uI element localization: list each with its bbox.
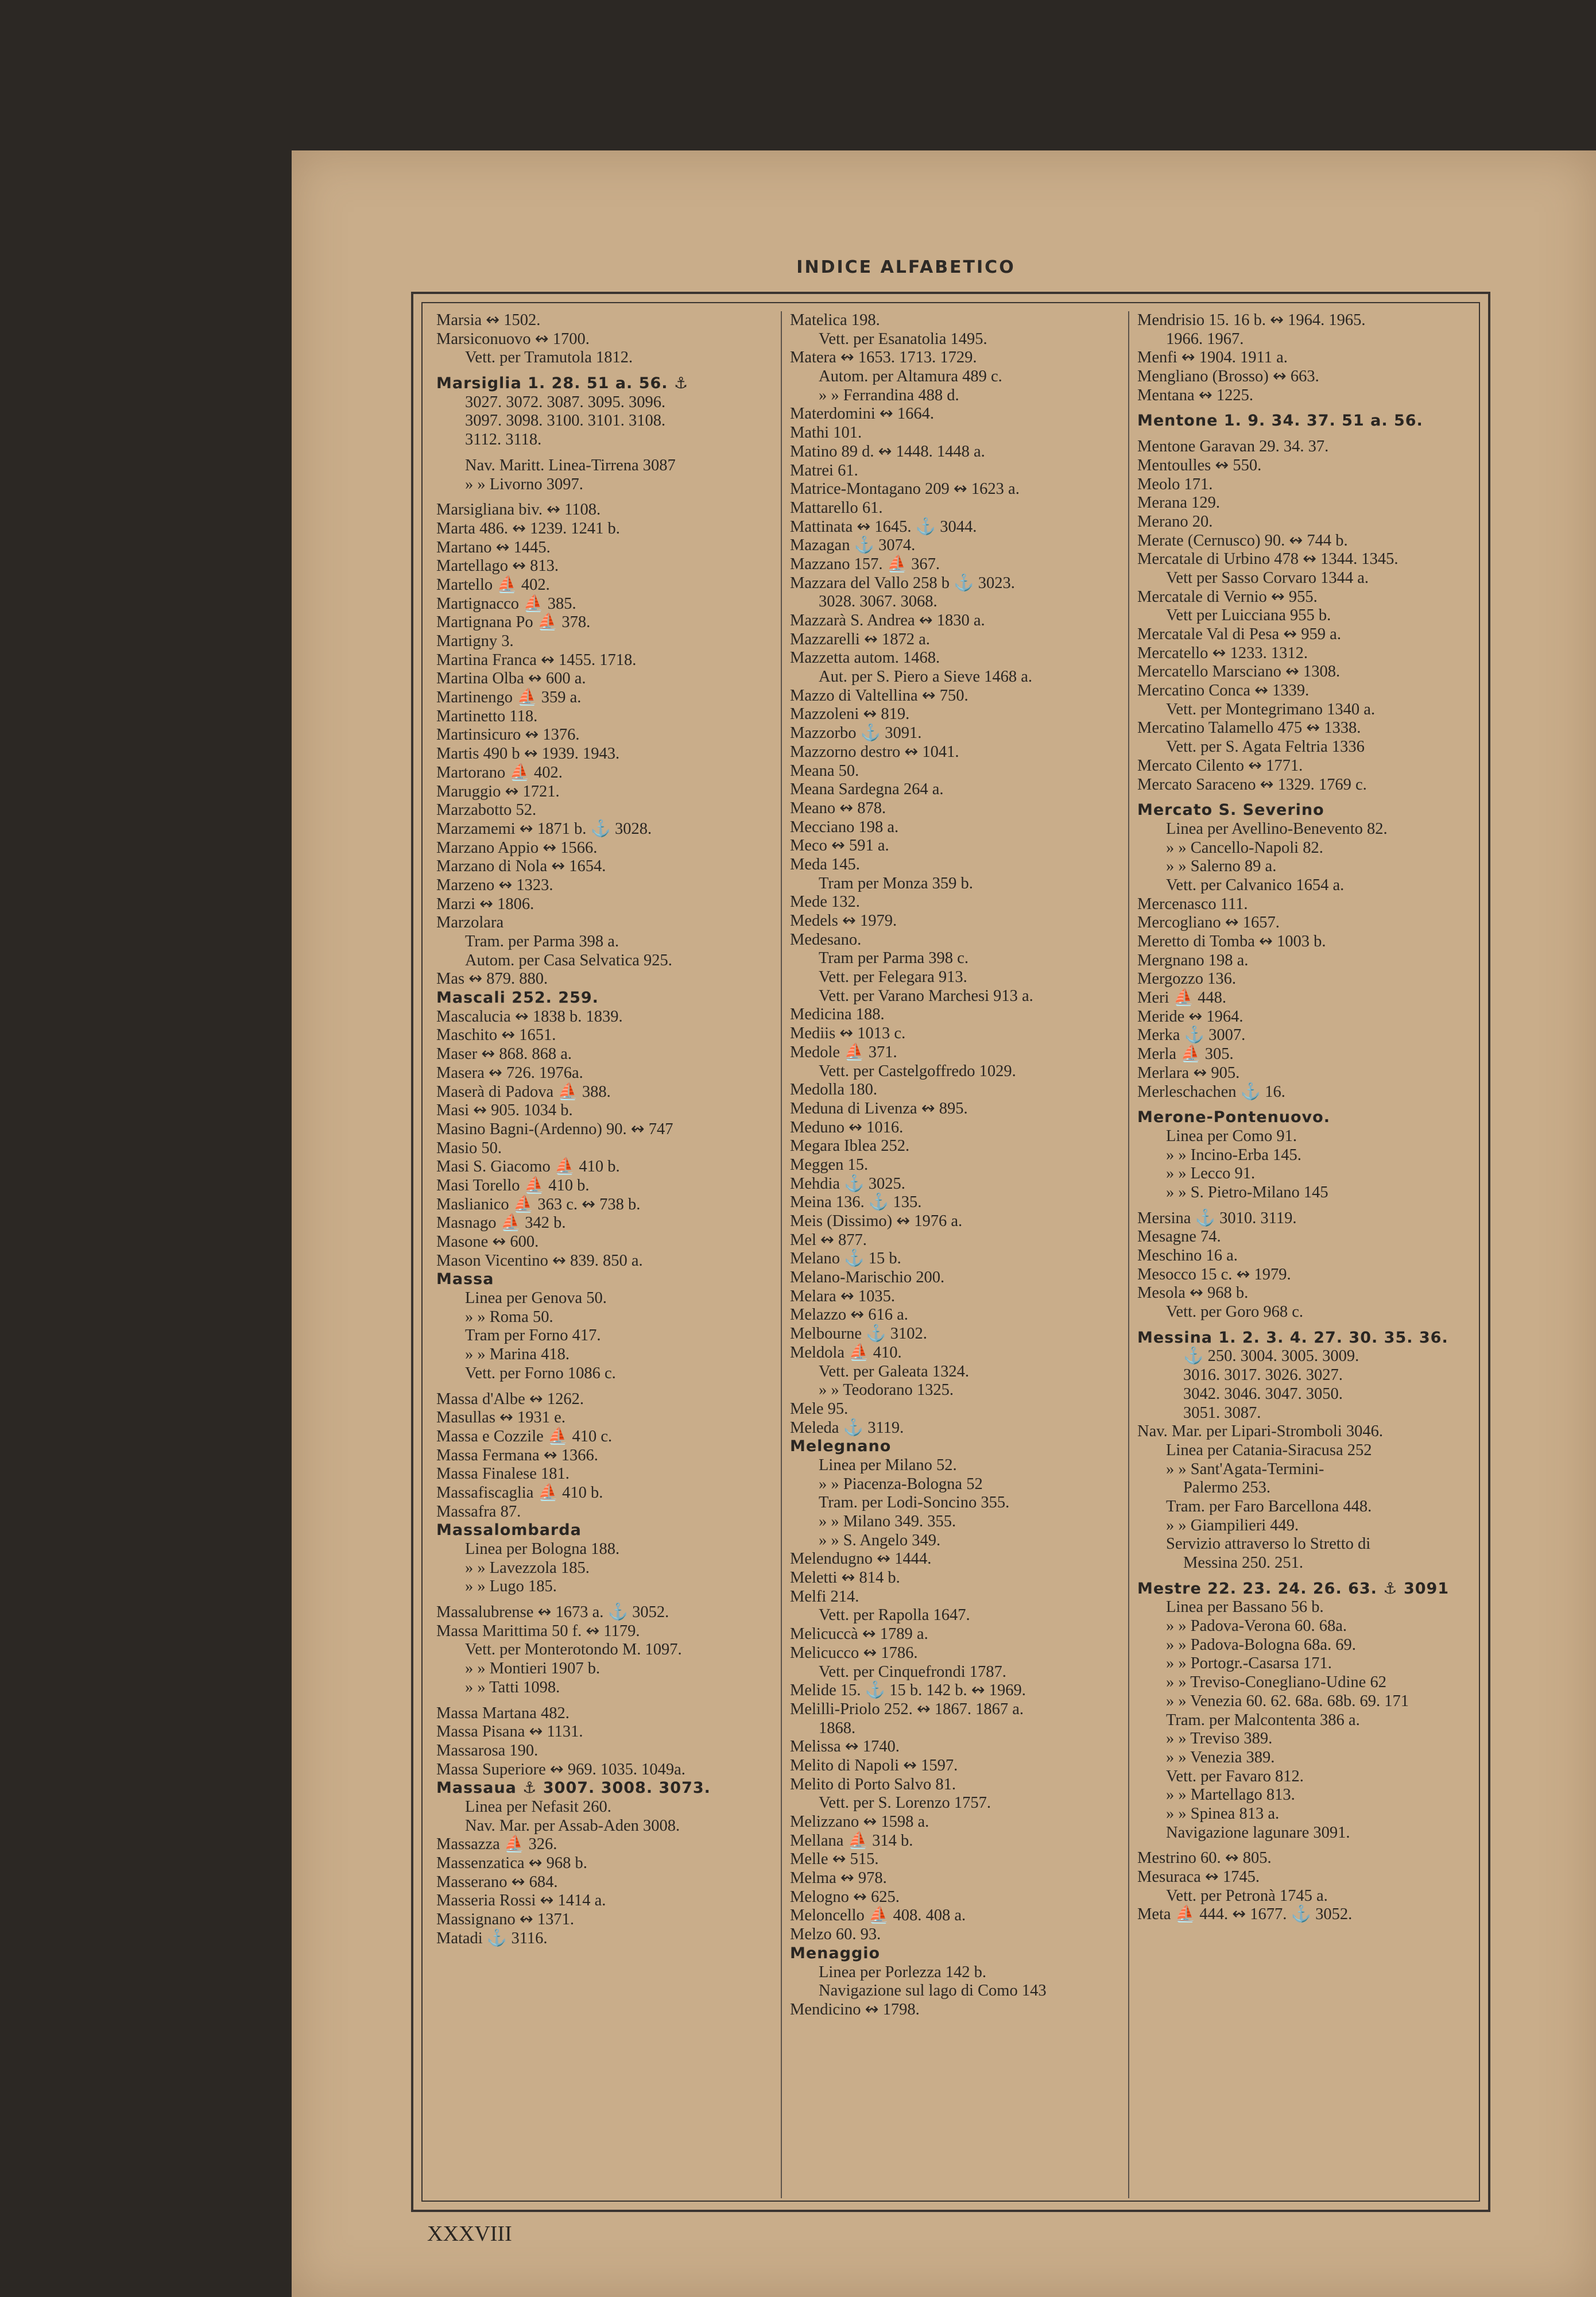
index-entry: » » Lavezzola 185.: [465, 1559, 590, 1577]
index-entry: Medolla 180.: [790, 1081, 877, 1099]
index-entry: Menaggio: [790, 1944, 881, 1962]
index-entry: Melzo 60. 93.: [790, 1925, 881, 1944]
index-entry: ⚓ 250. 3004. 3005. 3009.: [1183, 1347, 1359, 1366]
index-entry: Massarosa 190.: [436, 1741, 539, 1760]
index-entry: Nav. Mar. per Lipari-Stromboli 3046.: [1137, 1422, 1383, 1441]
index-entry: Marsigliana biv. ↭ 1108.: [436, 501, 601, 519]
index-entry: Navigazione sul lago di Como 143: [819, 1982, 1047, 2000]
index-entry: » » Giampilieri 449.: [1166, 1516, 1299, 1534]
index-entry: Masi S. Giacomo ⛵ 410 b.: [436, 1158, 620, 1176]
index-entry: Masseria Rossi ↭ 1414 a.: [436, 1892, 606, 1910]
index-entry: » » Treviso-Conegliano-Udine 62: [1166, 1673, 1386, 1692]
index-entry: Mergnano 198 a.: [1137, 951, 1249, 969]
index-entry: » » Piacenza-Bologna 52: [819, 1475, 983, 1493]
index-entry: Melilli-Priolo 252. ↭ 1867. 1867 a.: [790, 1700, 1024, 1718]
index-entry: Martina Olba ↭ 600 a.: [436, 670, 586, 688]
index-entry: Marzano Appio ↭ 1566.: [436, 838, 598, 857]
index-entry: Martinetto 118.: [436, 707, 538, 725]
index-entry: Melfi 214.: [790, 1587, 859, 1606]
index-entry: Mercato S. Severino: [1137, 801, 1324, 819]
index-entry: » » Roma 50.: [465, 1308, 553, 1326]
index-entry: Massa e Cozzile ⛵ 410 c.: [436, 1427, 613, 1445]
index-entry: Vett. per Rapolla 1647.: [819, 1606, 970, 1625]
index-entry: » » Venezia 60. 62. 68a. 68b. 69. 171: [1166, 1692, 1409, 1710]
index-entry: Vett. per Tramutola 1812.: [465, 349, 633, 367]
index-entry: Mazzarelli ↭ 1872 a.: [790, 630, 930, 648]
index-entry: Mendrisio 15. 16 b. ↭ 1964. 1965.: [1137, 311, 1366, 329]
index-entry: Vett. per Petronà 1745 a.: [1166, 1886, 1328, 1905]
index-entry: Navigazione lagunare 3091.: [1166, 1823, 1350, 1842]
index-entry: Marzamemi ↭ 1871 b. ⚓ 3028.: [436, 819, 652, 838]
index-entry: Maruggio ↭ 1721.: [436, 782, 560, 801]
index-entry: Medesano.: [790, 930, 862, 949]
index-entry: Massa: [436, 1270, 494, 1289]
index-entry: Melano-Marischio 200.: [790, 1269, 945, 1287]
index-entry: » » Lugo 185.: [465, 1577, 557, 1596]
index-entry: Martinengo ⛵ 359 a.: [436, 689, 582, 707]
index-entry: » » Martellago 813.: [1166, 1786, 1295, 1804]
index-entry: Vett. per Favaro 812.: [1166, 1767, 1304, 1785]
index-entry: » » S. Angelo 349.: [819, 1531, 941, 1549]
index-entry: Melma ↭ 978.: [790, 1869, 887, 1888]
index-entry: 3016. 3017. 3026. 3027.: [1183, 1366, 1343, 1385]
index-entry: Tram. per Malcontenta 386 a.: [1166, 1711, 1360, 1729]
index-entry: Mathi 101.: [790, 424, 862, 442]
index-entry: Mercato Saraceno ↭ 1329. 1769 c.: [1137, 775, 1367, 794]
index-entry: Tram. per Faro Barcellona 448.: [1166, 1497, 1372, 1515]
index-entry: Vett. per Calvanico 1654 a.: [1166, 876, 1345, 894]
index-entry: Mercatale di Urbino 478 ↭ 1344. 1345.: [1137, 550, 1399, 569]
index-entry: Mason Vicentino ↭ 839. 850 a.: [436, 1251, 643, 1270]
index-entry: Vett. per Varano Marchesi 913 a.: [819, 987, 1033, 1005]
index-entry: Martorano ⛵ 402.: [436, 763, 563, 782]
index-entry: Mersina ⚓ 3010. 3119.: [1137, 1209, 1297, 1227]
index-entry: » » Salerno 89 a.: [1166, 857, 1277, 876]
index-entry: Merate (Cernusco) 90. ↭ 744 b.: [1137, 531, 1348, 550]
index-entry: Linea per Porlezza 142 b.: [819, 1963, 986, 1981]
index-entry: » » Padova-Bologna 68a. 69.: [1166, 1635, 1356, 1654]
index-column-2: [781, 311, 1111, 2198]
index-entry: Linea per Avellino-Benevento 82.: [1166, 819, 1388, 838]
index-column-1: [436, 311, 758, 2198]
index-entry: Autom. per Altamura 489 c.: [819, 368, 1002, 386]
index-entry: Martina Franca ↭ 1455. 1718.: [436, 651, 637, 669]
index-entry: » » Marina 418.: [465, 1345, 570, 1364]
index-entry: Meda 145.: [790, 855, 860, 873]
index-entry: Mazzarà S. Andrea ↭ 1830 a.: [790, 612, 985, 629]
index-entry: Mazzorbo ⚓ 3091.: [790, 724, 922, 743]
index-entry: Mentone 1. 9. 34. 37. 51 a. 56.: [1137, 412, 1423, 430]
index-frame: [411, 292, 1490, 2212]
index-entry: Massa Finalese 181.: [436, 1465, 570, 1483]
index-entry: Vett. per Goro 968 c.: [1166, 1303, 1304, 1321]
index-entry: Linea per Catania-Siracusa 252: [1166, 1441, 1372, 1459]
index-entry: » » Tatti 1098.: [465, 1678, 560, 1696]
index-entry: Vett. per Montegrimano 1340 a.: [1166, 700, 1376, 718]
index-entry: Tram. per Parma 398 a.: [465, 933, 619, 950]
index-entry: Medels ↭ 1979.: [790, 912, 897, 930]
index-entry: Massa Martana 482.: [436, 1704, 570, 1722]
index-entry: Martinsicuro ↭ 1376.: [436, 726, 580, 744]
index-entry: » » Montieri 1907 b.: [465, 1660, 601, 1678]
index-entry: Marzabotto 52.: [436, 801, 537, 819]
index-entry: Merleschachen ⚓ 16.: [1137, 1082, 1285, 1101]
index-entry: Marzi ↭ 1806.: [436, 895, 534, 913]
index-entry: Menfi ↭ 1904. 1911 a.: [1137, 349, 1288, 367]
index-entry: » » Spinea 813 a.: [1166, 1804, 1280, 1823]
index-entry: Mercatale di Vernio ↭ 955.: [1137, 587, 1318, 606]
index-entry: Linea per Como 91.: [1166, 1127, 1297, 1145]
index-entry: Meana 50.: [790, 761, 859, 780]
index-entry: Mercatale Val di Pesa ↭ 959 a.: [1137, 625, 1341, 643]
index-entry: Autom. per Casa Selvatica 925.: [465, 951, 672, 969]
index-entry: 3051. 3087.: [1183, 1403, 1261, 1422]
index-entry: Merka ⚓ 3007.: [1137, 1026, 1246, 1045]
index-entry: Massalubrense ↭ 1673 a. ⚓ 3052.: [436, 1603, 669, 1622]
index-entry: Melendugno ↭ 1444.: [790, 1550, 932, 1568]
index-entry: Vett per Luicciana 955 b.: [1166, 606, 1331, 625]
index-entry: Melicuccà ↭ 1789 a.: [790, 1625, 928, 1644]
index-entry: Medicina 188.: [790, 1006, 885, 1024]
index-entry: Masone ↭ 600.: [436, 1233, 539, 1251]
index-entry: Matelica 198.: [790, 311, 880, 329]
index-entry: Vett. per Monterotondo M. 1097.: [465, 1641, 682, 1659]
index-entry: » » Padova-Verona 60. 68a.: [1166, 1617, 1347, 1635]
index-entry: » » Lecco 91.: [1166, 1165, 1256, 1183]
index-entry: 3028. 3067. 3068.: [819, 593, 938, 611]
index-entry: Mellana ⛵ 314 b.: [790, 1831, 913, 1850]
index-entry: Martigny 3.: [436, 632, 514, 650]
index-entry: Melano ⚓ 15 b.: [790, 1250, 901, 1268]
index-entry: Meri ⛵ 448.: [1137, 989, 1227, 1007]
index-entry: Vett. per S. Agata Feltria 1336: [1166, 738, 1365, 756]
index-entry: Mentana ↭ 1225.: [1137, 386, 1253, 404]
index-entry: Mendicino ↭ 1798.: [790, 2000, 920, 2018]
index-entry: Meldola ⛵ 410.: [790, 1343, 902, 1362]
index-entry: Massignano ↭ 1371.: [436, 1911, 574, 1929]
index-entry: Maser ↭ 868. 868 a.: [436, 1045, 572, 1064]
index-entry: Matadi ⚓ 3116.: [436, 1929, 548, 1947]
index-entry: Massalombarda: [436, 1521, 582, 1540]
index-entry: Masino Bagni-(Ardenno) 90. ↭ 747: [436, 1120, 673, 1138]
index-entry: Melizzano ↭ 1598 a.: [790, 1813, 929, 1831]
index-entry: Matera ↭ 1653. 1713. 1729.: [790, 349, 977, 367]
index-entry: Megara Iblea 252.: [790, 1137, 910, 1155]
index-entry: Meina 136. ⚓ 135.: [790, 1193, 922, 1212]
index-entry: Nav. Maritt. Linea-Tirrena 3087: [465, 456, 676, 474]
index-entry: Mesola ↭ 968 b.: [1137, 1284, 1249, 1302]
index-entry: Masi Torello ⛵ 410 b.: [436, 1176, 590, 1194]
index-entry: Vett. per S. Lorenzo 1757.: [819, 1794, 991, 1812]
index-entry: Meletti ↭ 814 b.: [790, 1569, 900, 1587]
index-entry: Masnago ⛵ 342 b.: [436, 1214, 566, 1232]
index-entry: Meano ↭ 878.: [790, 799, 886, 817]
index-entry: Meta ⛵ 444. ↭ 1677. ⚓ 3052.: [1137, 1905, 1353, 1924]
index-entry: Mentone Garavan 29. 34. 37.: [1137, 438, 1329, 456]
index-entry: Meduna di Livenza ↭ 895.: [790, 1099, 968, 1117]
index-entry: Maschito ↭ 1651.: [436, 1026, 556, 1045]
index-entry: Meduno ↭ 1016.: [790, 1118, 904, 1136]
index-entry: Marsiglia 1. 28. 51 a. 56. ⚓: [436, 374, 689, 393]
index-entry: Melle ↭ 515.: [790, 1850, 879, 1869]
index-entry: Meco ↭ 591 a.: [790, 837, 889, 855]
index-entry: Mesuraca ↭ 1745.: [1137, 1868, 1260, 1886]
index-entry: Messina 250. 251.: [1183, 1554, 1303, 1572]
index-entry: Masio 50.: [436, 1139, 502, 1157]
index-entry: Mercatino Talamello 475 ↭ 1338.: [1137, 719, 1361, 737]
index-entry: Masserano ↭ 684.: [436, 1873, 558, 1891]
index-entry: Tram. per Lodi-Soncino 355.: [819, 1494, 1010, 1512]
index-entry: Meana Sardegna 264 a.: [790, 780, 944, 799]
index-entry: » » Milano 349. 355.: [819, 1513, 956, 1530]
index-entry: » » Ferrandina 488 d.: [819, 386, 959, 404]
page-header: INDICE ALFABETICO: [796, 257, 1016, 277]
index-entry: Aut. per S. Piero a Sieve 1468 a.: [819, 668, 1033, 686]
index-entry: Mercatello Marsciano ↭ 1308.: [1137, 663, 1341, 681]
index-entry: Mazzoleni ↭ 819.: [790, 705, 910, 724]
index-entry: Melide 15. ⚓ 15 b. 142 b. ↭ 1969.: [790, 1681, 1026, 1700]
index-entry: 1868.: [819, 1719, 856, 1737]
index-entry: Vett. per Felegara 913.: [819, 968, 967, 987]
index-entry: Mentoulles ↭ 550.: [1137, 456, 1262, 474]
index-entry: Melissa ↭ 1740.: [790, 1738, 900, 1756]
index-entry: Servizio attraverso lo Stretto di: [1166, 1535, 1371, 1553]
index-entry: 3042. 3046. 3047. 3050.: [1183, 1385, 1343, 1403]
index-entry: Martello ⛵ 402.: [436, 575, 550, 594]
index-entry: Massafiscaglia ⛵ 410 b.: [436, 1483, 603, 1502]
index-entry: Meschino 16 a.: [1137, 1247, 1238, 1264]
index-entry: Nav. Mar. per Assab-Aden 3008.: [465, 1816, 680, 1835]
index-entry: » » Portogr.-Casarsa 171.: [1166, 1654, 1332, 1673]
index-entry: Melicucco ↭ 1786.: [790, 1644, 918, 1662]
index-entry: Mesocco 15 c. ↭ 1979.: [1137, 1265, 1291, 1283]
page-number: XXXVIII: [427, 2222, 512, 2246]
index-entry: Mercatello ↭ 1233. 1312.: [1137, 644, 1308, 662]
index-entry: 3027. 3072. 3087. 3095. 3096.: [465, 393, 666, 411]
index-entry: Linea per Bologna 188.: [465, 1540, 620, 1558]
index-entry: » » Cancello-Napoli 82.: [1166, 838, 1323, 857]
index-entry: Melazzo ↭ 616 a.: [790, 1306, 908, 1324]
index-entry: Massa Superiore ↭ 969. 1035. 1049a.: [436, 1760, 685, 1778]
book-page: [292, 150, 1596, 2297]
index-entry: Linea per Milano 52.: [819, 1456, 957, 1474]
index-entry: Massenzatica ↭ 968 b.: [436, 1854, 587, 1872]
index-entry: Melara ↭ 1035.: [790, 1287, 895, 1305]
index-entry: Martis 490 b ↭ 1939. 1943.: [436, 745, 620, 763]
index-entry: Meis (Dissimo) ↭ 1976 a.: [790, 1212, 963, 1230]
index-entry: Meggen 15.: [790, 1155, 869, 1174]
index-entry: » » Teodorano 1325.: [819, 1381, 954, 1399]
index-entry: Massafra 87.: [436, 1502, 521, 1521]
index-entry: » » Treviso 389.: [1166, 1730, 1273, 1748]
index-entry: Mascalucia ↭ 1838 b. 1839.: [436, 1007, 623, 1026]
index-entry: Marzolara: [436, 914, 504, 932]
index-entry: Mergozzo 136.: [1137, 970, 1237, 988]
index-entry: Merana 129.: [1137, 494, 1221, 512]
index-entry: » » Incino-Erba 145.: [1166, 1146, 1301, 1164]
index-entry: Masera ↭ 726. 1976a.: [436, 1064, 583, 1082]
index-entry: Masi ↭ 905. 1034 b.: [436, 1101, 573, 1120]
index-entry: Mas ↭ 879. 880.: [436, 970, 548, 988]
index-entry: Marsia ↭ 1502.: [436, 311, 541, 329]
index-entry: Matrei 61.: [790, 461, 858, 479]
index-entry: Tram per Parma 398 c.: [819, 949, 969, 968]
index-entry: Martellago ↭ 813.: [436, 557, 559, 575]
index-entry: Marzeno ↭ 1323.: [436, 876, 553, 894]
index-entry: Vett. per Galeata 1324.: [819, 1362, 969, 1380]
index-entry: Mazzara del Vallo 258 b ⚓ 3023.: [790, 574, 1015, 592]
index-entry: Tram per Monza 359 b.: [819, 874, 973, 892]
index-entry: Linea per Bassano 56 b.: [1166, 1598, 1324, 1617]
index-entry: » » Sant'Agata-Termini-: [1166, 1460, 1324, 1478]
index-entry: Palermo 253.: [1183, 1479, 1270, 1497]
index-entry: Matino 89 d. ↭ 1448. 1448 a.: [790, 442, 985, 461]
index-entry: Merla ⛵ 305.: [1137, 1045, 1234, 1064]
index-entry: Linea per Nefasit 260.: [465, 1797, 611, 1816]
index-entry: Melogno ↭ 625.: [790, 1888, 900, 1906]
index-entry: » » Venezia 389.: [1166, 1748, 1275, 1766]
index-entry: Massa d'Albe ↭ 1262.: [436, 1390, 584, 1408]
index-entry: Martignacco ⛵ 385.: [436, 594, 576, 613]
index-entry: Melegnano: [790, 1437, 892, 1456]
index-entry: Meolo 171.: [1137, 475, 1213, 493]
index-entry: Mazzo di Valtellina ↭ 750.: [790, 686, 969, 705]
index-entry: 1966. 1967.: [1166, 330, 1244, 348]
index-entry: Mattarello 61.: [790, 498, 883, 517]
index-entry: Massa Pisana ↭ 1131.: [436, 1723, 583, 1741]
index-entry: Mattinata ↭ 1645. ⚓ 3044.: [790, 517, 977, 536]
index-entry: Massaua ⚓ 3007. 3008. 3073.: [436, 1779, 711, 1797]
index-entry: Mestre 22. 23. 24. 26. 63. ⚓ 3091: [1137, 1579, 1450, 1598]
index-entry: 3112. 3118.: [465, 431, 542, 449]
index-entry: Tram per Forno 417.: [465, 1327, 601, 1345]
index-entry: Matrice-Montagano 209 ↭ 1623 a.: [790, 480, 1020, 498]
index-entry: 3097. 3098. 3100. 3101. 3108.: [465, 412, 666, 430]
index-entry: Massa Fermana ↭ 1366.: [436, 1446, 598, 1464]
index-entry: Mestrino 60. ↭ 805.: [1137, 1849, 1272, 1867]
index-entry: Vett per Sasso Corvaro 1344 a.: [1166, 569, 1369, 587]
index-entry: Melito di Porto Salvo 81.: [790, 1775, 956, 1793]
index-entry: Martano ↭ 1445.: [436, 538, 551, 556]
index-entry: Massazza ⛵ 326.: [436, 1835, 557, 1854]
index-entry: Maserà di Padova ⛵ 388.: [436, 1082, 611, 1101]
index-entry: Vett. per Castelgoffredo 1029.: [819, 1062, 1016, 1080]
index-entry: Mediis ↭ 1013 c.: [790, 1024, 906, 1043]
index-entry: Linea per Genova 50.: [465, 1289, 607, 1308]
index-entry: Mede 132.: [790, 893, 860, 911]
index-entry: Masullas ↭ 1931 e.: [436, 1409, 565, 1427]
index-entry: Marsiconuovo ↭ 1700.: [436, 330, 590, 348]
index-entry: Meloncello ⛵ 408. 408 a.: [790, 1907, 966, 1925]
index-entry: Melbourne ⚓ 3102.: [790, 1325, 927, 1343]
index-entry: Marta 486. ↭ 1239. 1241 b.: [436, 519, 620, 537]
index-entry: » » S. Pietro-Milano 145: [1166, 1183, 1328, 1201]
index-entry: Mercenasco 111.: [1137, 895, 1248, 913]
index-entry: Meretto di Tomba ↭ 1003 b.: [1137, 933, 1326, 950]
index-entry: Mazzetta autom. 1468.: [790, 649, 940, 667]
index-entry: Meleda ⚓ 3119.: [790, 1418, 904, 1437]
index-entry: Mercato Cilento ↭ 1771.: [1137, 756, 1303, 775]
index-entry: Merone-Pontenuovo.: [1137, 1108, 1330, 1127]
index-entry: Messina 1. 2. 3. 4. 27. 30. 35. 36.: [1137, 1328, 1448, 1347]
index-entry: Marzano di Nola ↭ 1654.: [436, 857, 606, 876]
index-entry: Martignana Po ⛵ 378.: [436, 613, 591, 632]
index-entry: » » Livorno 3097.: [465, 475, 583, 493]
index-column-3: [1128, 311, 1482, 2198]
index-entry: Mesagne 74.: [1137, 1228, 1221, 1246]
index-entry: Materdomini ↭ 1664.: [790, 405, 935, 423]
index-entry: Merlara ↭ 905.: [1137, 1064, 1240, 1082]
index-entry: Mazzorno destro ↭ 1041.: [790, 743, 959, 761]
index-entry: Mel ↭ 877.: [790, 1231, 867, 1249]
index-entry: Vett. per Cinquefrondi 1787.: [819, 1662, 1006, 1681]
index-entry: Vett. per Esanatolia 1495.: [819, 330, 987, 348]
index-entry: Mazagan ⚓ 3074.: [790, 536, 916, 555]
index-entry: Meride ↭ 1964.: [1137, 1007, 1244, 1026]
index-entry: Vett. per Forno 1086 c.: [465, 1364, 616, 1382]
index-entry: Mazzano 157. ⛵ 367.: [790, 555, 940, 573]
index-entry: Mehdia ⚓ 3025.: [790, 1174, 905, 1193]
index-entry: Merano 20.: [1137, 512, 1213, 531]
index-entry: Maslianico ⛵ 363 c. ↭ 738 b.: [436, 1195, 641, 1213]
index-entry: Mecciano 198 a.: [790, 818, 899, 836]
index-entry: Massa Marittima 50 f. ↭ 1179.: [436, 1622, 640, 1640]
index-entry: Mercogliano ↭ 1657.: [1137, 914, 1280, 932]
index-entry: Medole ⛵ 371.: [790, 1043, 897, 1061]
index-entry: Mascali 252. 259.: [436, 989, 599, 1007]
index-entry: Mengliano (Brosso) ↭ 663.: [1137, 368, 1319, 386]
index-entry: Mercatino Conca ↭ 1339.: [1137, 682, 1310, 700]
index-entry: Melito di Napoli ↭ 1597.: [790, 1756, 958, 1774]
index-entry: Mele 95.: [790, 1399, 849, 1418]
